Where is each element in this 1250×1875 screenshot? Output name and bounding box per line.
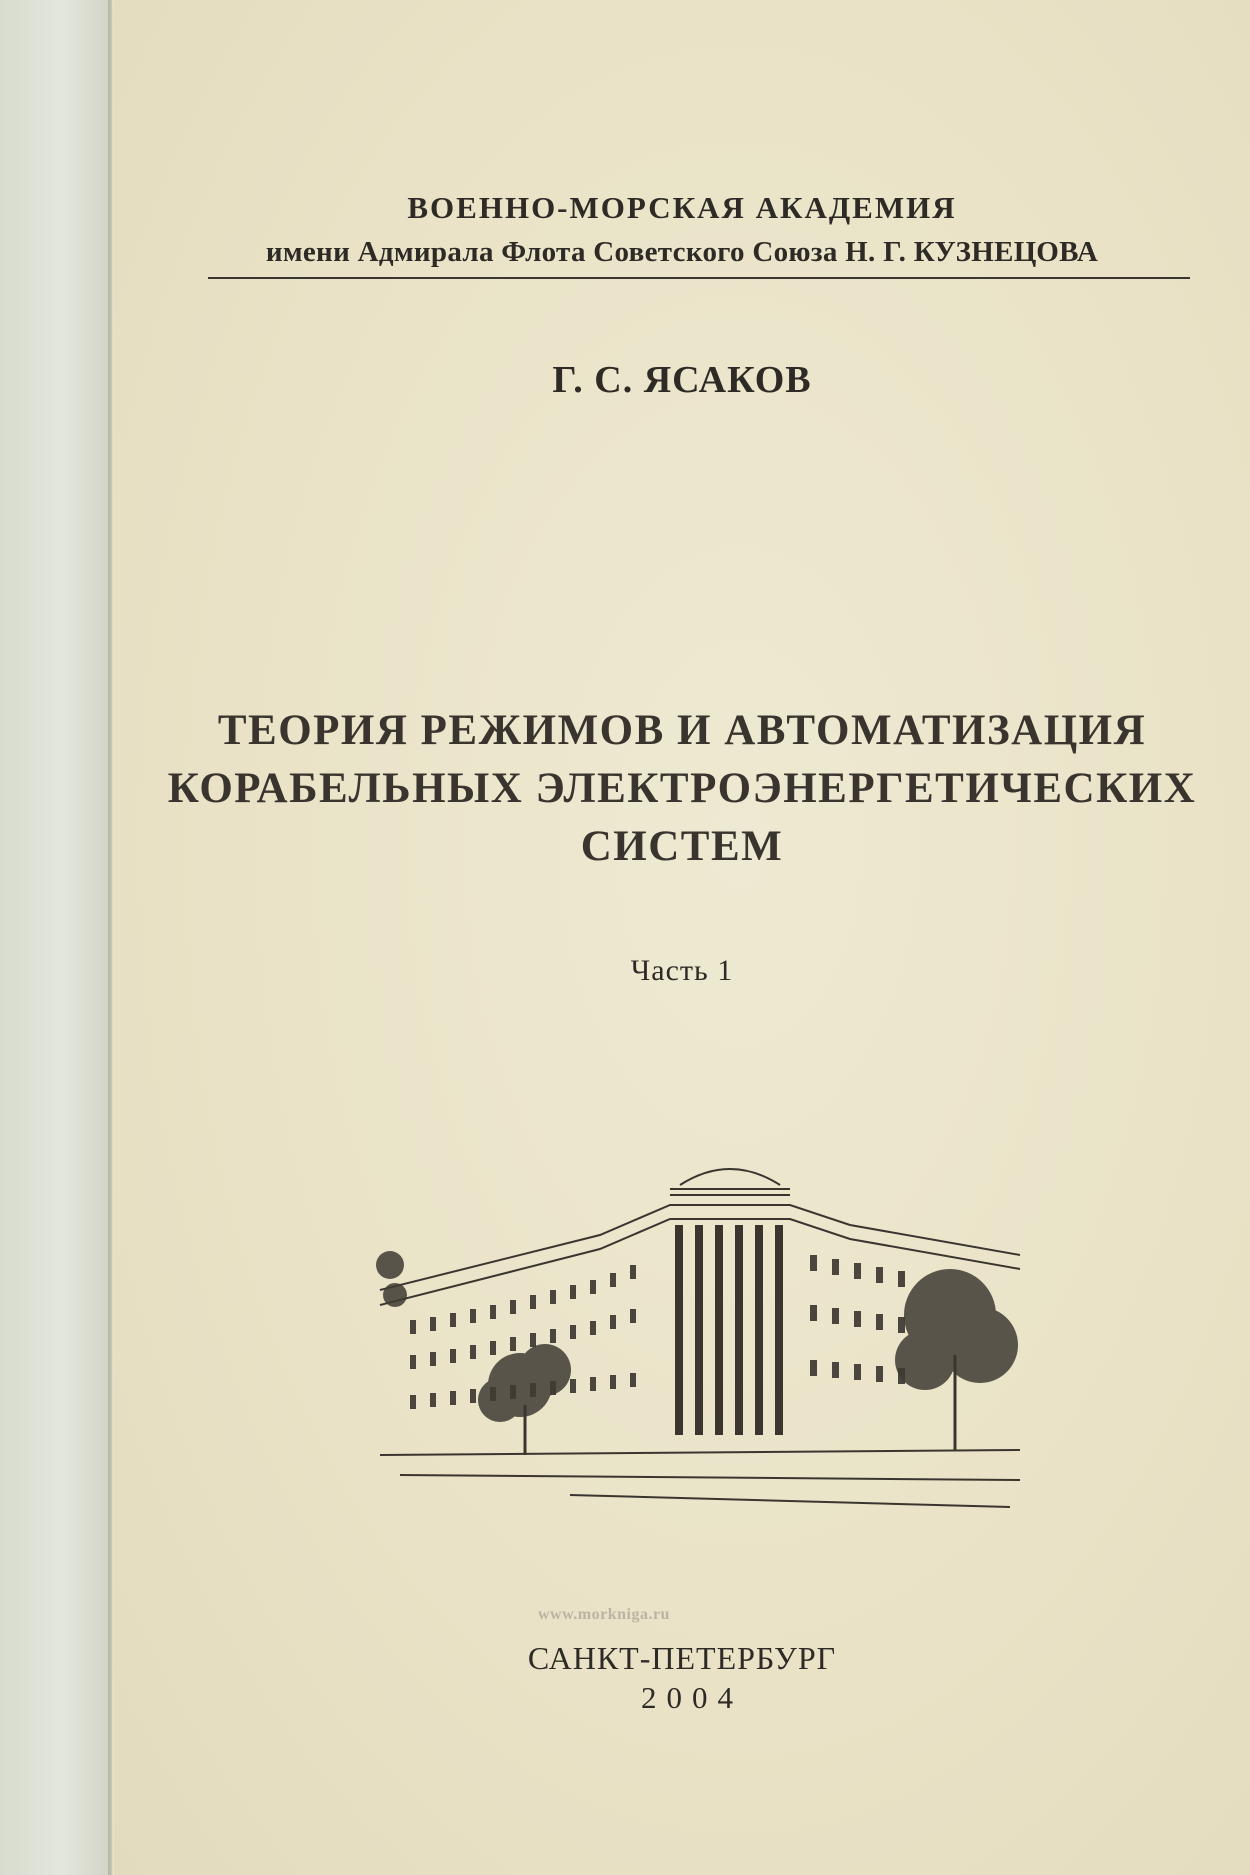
title-line-3: СИСТЕМ [580, 823, 784, 870]
watermark-text: www.morkniga.ru [538, 1606, 670, 1623]
part-number: Часть 1 [630, 954, 734, 987]
academy-building-illustration [370, 1145, 1026, 1515]
book-spine [0, 0, 112, 1875]
book-cover [114, 0, 1250, 1875]
academy-subtitle: имени Адмирала Флота Советского Союза Н. Г. КУЗНЕЦОВА [265, 236, 1099, 268]
publication-year: 2004 [641, 1680, 743, 1715]
book-title [114, 702, 1250, 876]
header-divider [208, 277, 1190, 279]
publication-city: САНКТ-ПЕТЕРБУРГ [527, 1640, 837, 1676]
title-line-1: ТЕОРИЯ РЕЖИМОВ И АВТОМАТИЗАЦИЯ [217, 707, 1147, 754]
author-name: Г. С. ЯСАКОВ [552, 359, 812, 401]
title-line-2: КОРАБЕЛЬНЫХ ЭЛЕКТРОЭНЕРГЕТИЧЕСКИХ [167, 765, 1197, 812]
academy-name: ВОЕННО-МОРСКАЯ АКАДЕМИЯ [407, 190, 957, 225]
